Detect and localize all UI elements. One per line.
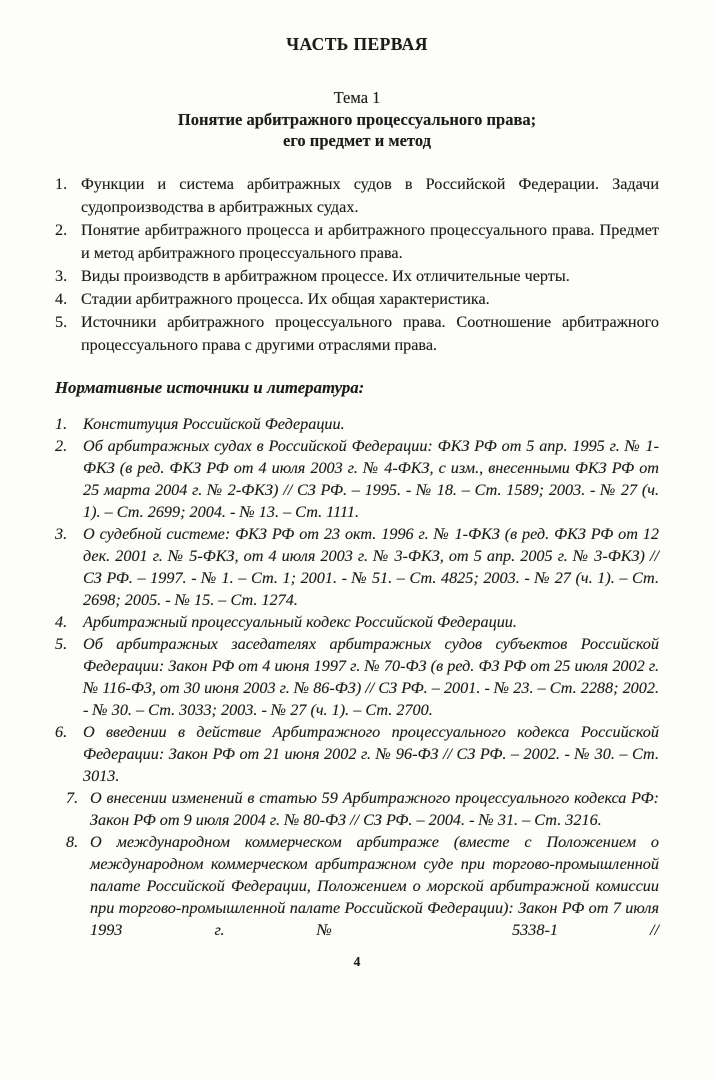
item-text: Стадии арбитражного процесса. Их общая характеристика. [81,290,490,308]
topic-title-line1: Понятие арбитражного процессуального права; [177,110,537,129]
question-item [55,288,659,311]
item-number: 3. [55,267,68,285]
literature-item [55,633,659,721]
item-text: Функции и система арбитражных судов в Российской Федерации. Задачи судопроизводства в арбитражных судах. [81,175,659,216]
literature-item [55,611,659,633]
literature-item [55,721,659,787]
item-number: 4. [55,290,68,308]
item-text: О судебной системе: ФКЗ РФ от 23 окт. 1996 г. № 1-ФКЗ (в ред. ФКЗ РФ от 12 дек. 2001 г. № 5-ФКЗ, от 4 июля 2003 г. № 3-ФКЗ, от 5 апр. 2005 г. № 3-ФКЗ) // СЗ РФ. – 1997. - № 1. – Ст. 1; 2001. - № 51. – Ст. 4825; 2003. - № 27 (ч. 1). – Ст. 2698; 2005. - № 15. – Ст. 1274. [83,525,659,609]
item-text: Конституция Российской Федерации. [83,415,345,433]
item-text: О международном коммерческом арбитраже (вместе с Положением о международном коммерческом арбитражном суде при торгово-промышленной палате Российской Федерации, Положением о морской арбитражной комиссии при торгово-промышленной палате Российской Федерации): Закон РФ от 7 июля 1993 г. № 5338-1 // [90,833,659,939]
literature-item [55,831,659,941]
literature-item [55,435,659,523]
question-item [55,265,659,288]
item-text: О внесении изменений в статью 59 Арбитражного процессуального кодекса РФ: Закон РФ от 9 июля 2004 г. № 80-ФЗ // СЗ РФ. – 2004. - № 31. – Ст. 3216. [90,789,659,829]
item-text: Об арбитражных заседателях арбитражных судов субъектов Российской Федерации: Закон РФ от 4 июня 1997 г. № 70-ФЗ (в ред. ФЗ РФ от 25 июля 2002 г. № 116-ФЗ, от 30 июня 2003 г. № 86-ФЗ) // СЗ РФ. – 2001. - № 23. – Ст. 2288; 2002. - № 30. – Ст. 3033; 2003. - № 27 (ч. 1). – Ст. 2700. [83,635,659,719]
item-text: Арбитражный процессуальный кодекс Российской Федерации. [83,613,517,631]
questions-list [55,173,659,357]
item-number: 6. [55,723,68,741]
part-heading: ЧАСТЬ ПЕРВАЯ [286,34,428,54]
item-number: 4. [55,613,68,631]
question-item [55,219,659,265]
item-number: 7. [66,789,79,807]
item-number: 2. [55,221,68,239]
item-text: Понятие арбитражного процесса и арбитражного процессуального права. Предмет и метод арбитражного процессуального права. [81,221,659,262]
item-text: Об арбитражных судах в Российской Федерации: ФКЗ РФ от 5 апр. 1995 г. № 1-ФКЗ (в ред. ФКЗ РФ от 4 июля 2003 г. № 4-ФКЗ, с изм., внесенными ФКЗ РФ от 25 марта 2004 г. № 2-ФКЗ) // СЗ РФ. – 1995. - № 18. – Ст. 1589; 2003. - № 27 (ч. 1). – Ст. 2699; 2004. - № 13. – Ст. 1111. [83,437,659,521]
question-item [55,173,659,219]
literature-list [55,413,659,941]
page-number: 4 [353,954,361,969]
item-number: 5. [55,313,68,331]
literature-heading: Нормативные источники и литература: [55,378,365,397]
literature-item [55,523,659,611]
item-number: 8. [66,833,79,851]
item-number: 5. [55,635,68,653]
item-number: 1. [55,175,68,193]
topic-label: Тема 1 [333,88,381,107]
item-number: 2. [55,437,68,455]
literature-item [55,787,659,831]
item-number: 3. [55,525,68,543]
topic-title-line2: его предмет и метод [283,131,431,150]
item-text: Виды производств в арбитражном процессе. Их отличительные черты. [81,267,570,285]
question-item [55,311,659,357]
item-text: Источники арбитражного процессуального права. Соотношение арбитражного процессуального права с другими отраслями права. [81,313,659,354]
literature-item [55,413,659,435]
item-text: О введении в действие Арбитражного процессуального кодекса Российской Федерации: Закон РФ от 21 июня 2002 г. № 96-ФЗ // СЗ РФ. – 2002. - № 30. – Ст. 3013. [83,723,659,785]
item-number: 1. [55,415,68,433]
